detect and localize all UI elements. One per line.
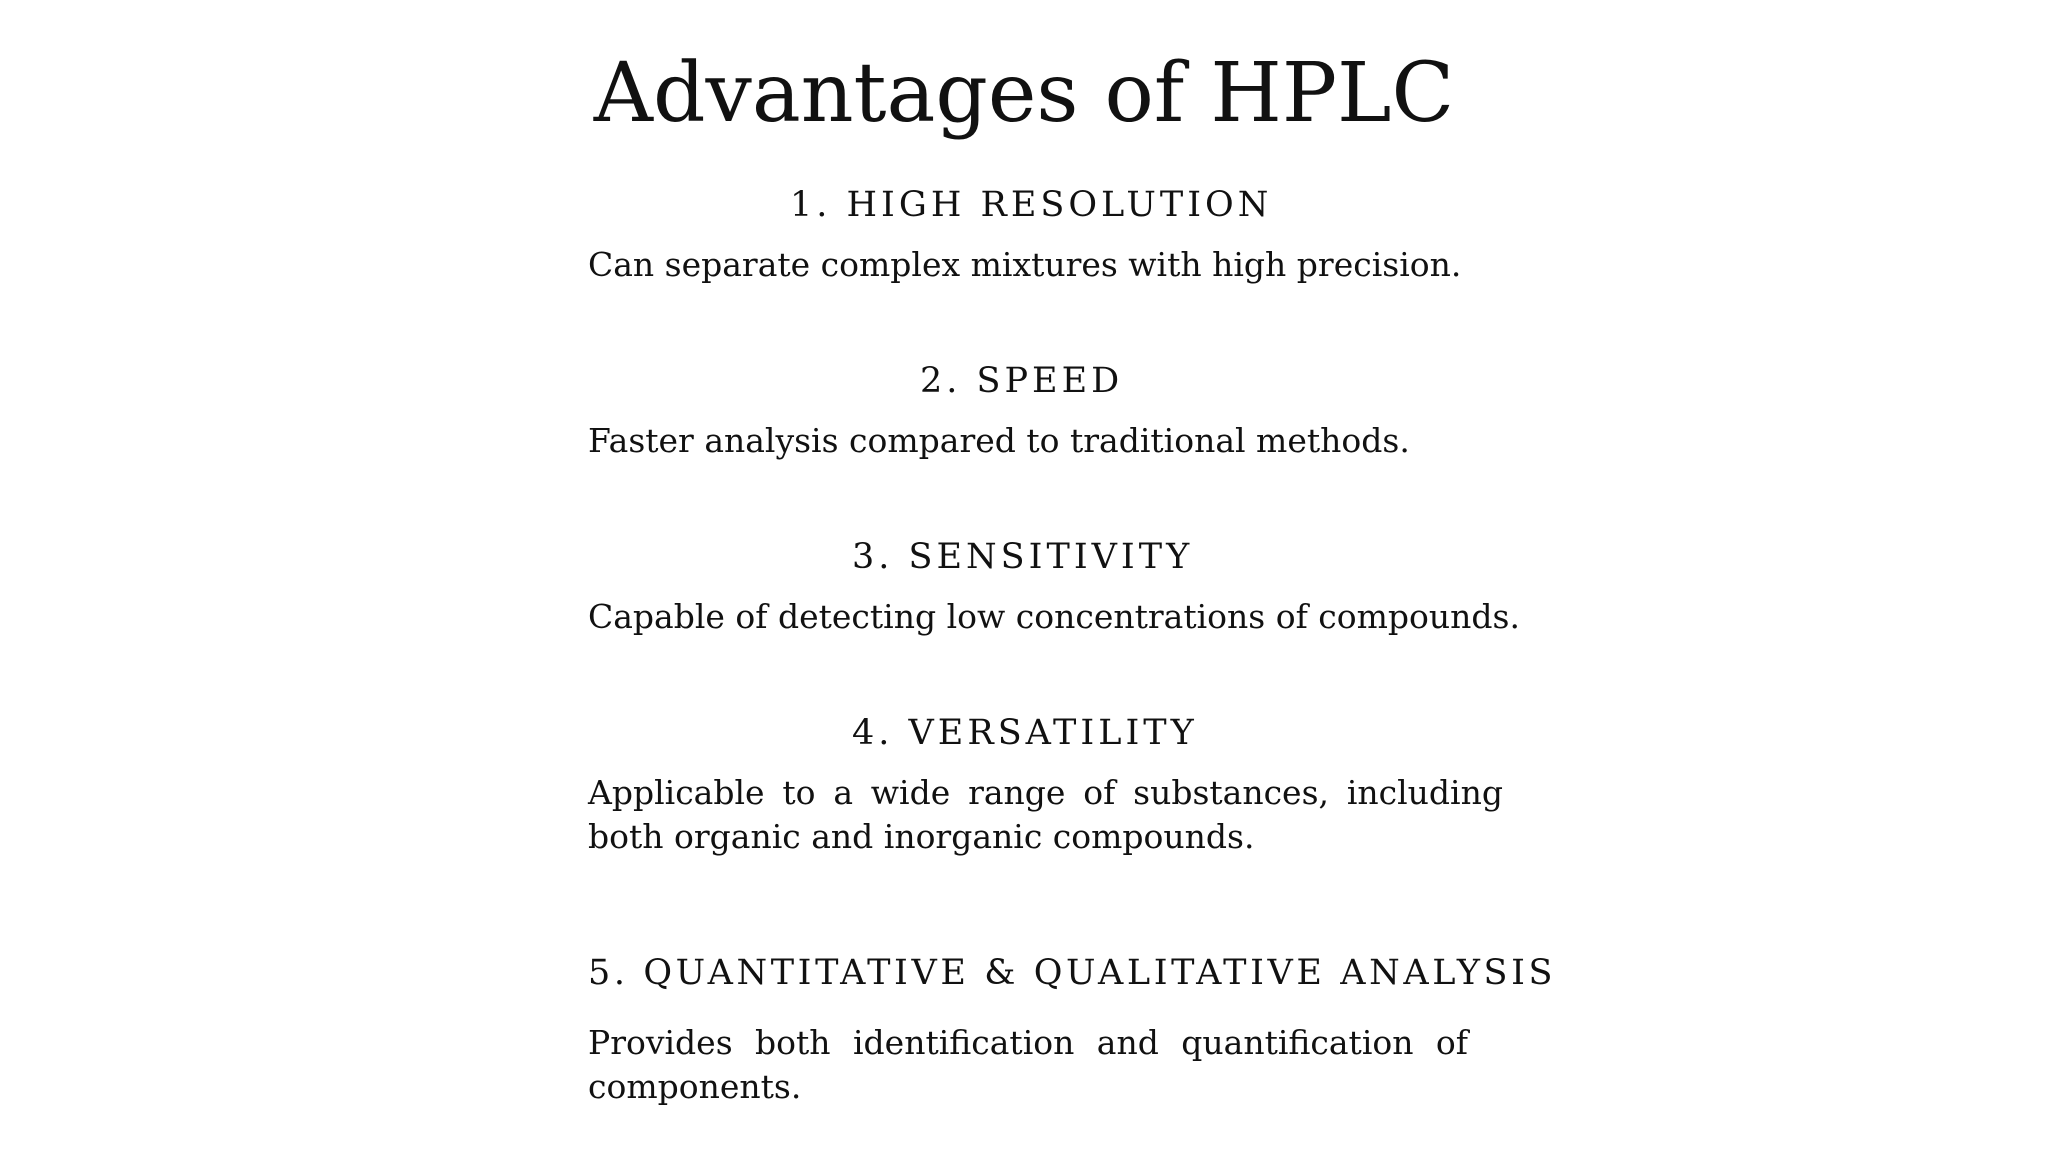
advantage-heading-analysis: 5. QUANTITATIVE & QUALITATIVE ANALYSIS [588,953,1557,993]
advantage-heading-sensitivity: 3. SENSITIVITY [852,537,1194,577]
advantage-heading-versatility: 4. VERSATILITY [852,713,1198,753]
advantage-heading-resolution: 1. HIGH RESOLUTION [790,185,1273,225]
slide-title: Advantages of HPLC [593,46,1455,141]
advantage-text-analysis: Provides both identification and quantification of components. [588,1023,1468,1106]
advantage-text-resolution: Can separate complex mixtures with high precision. [588,245,1462,284]
advantage-heading-speed: 2. SPEED [920,361,1124,401]
advantage-text-speed: Faster analysis compared to traditional methods. [588,421,1410,460]
advantage-text-sensitivity: Capable of detecting low concentrations of compounds. [588,597,1520,636]
advantage-text-versatility: Applicable to a wide range of substances, including both organic and inorganic compounds. [588,773,1503,856]
